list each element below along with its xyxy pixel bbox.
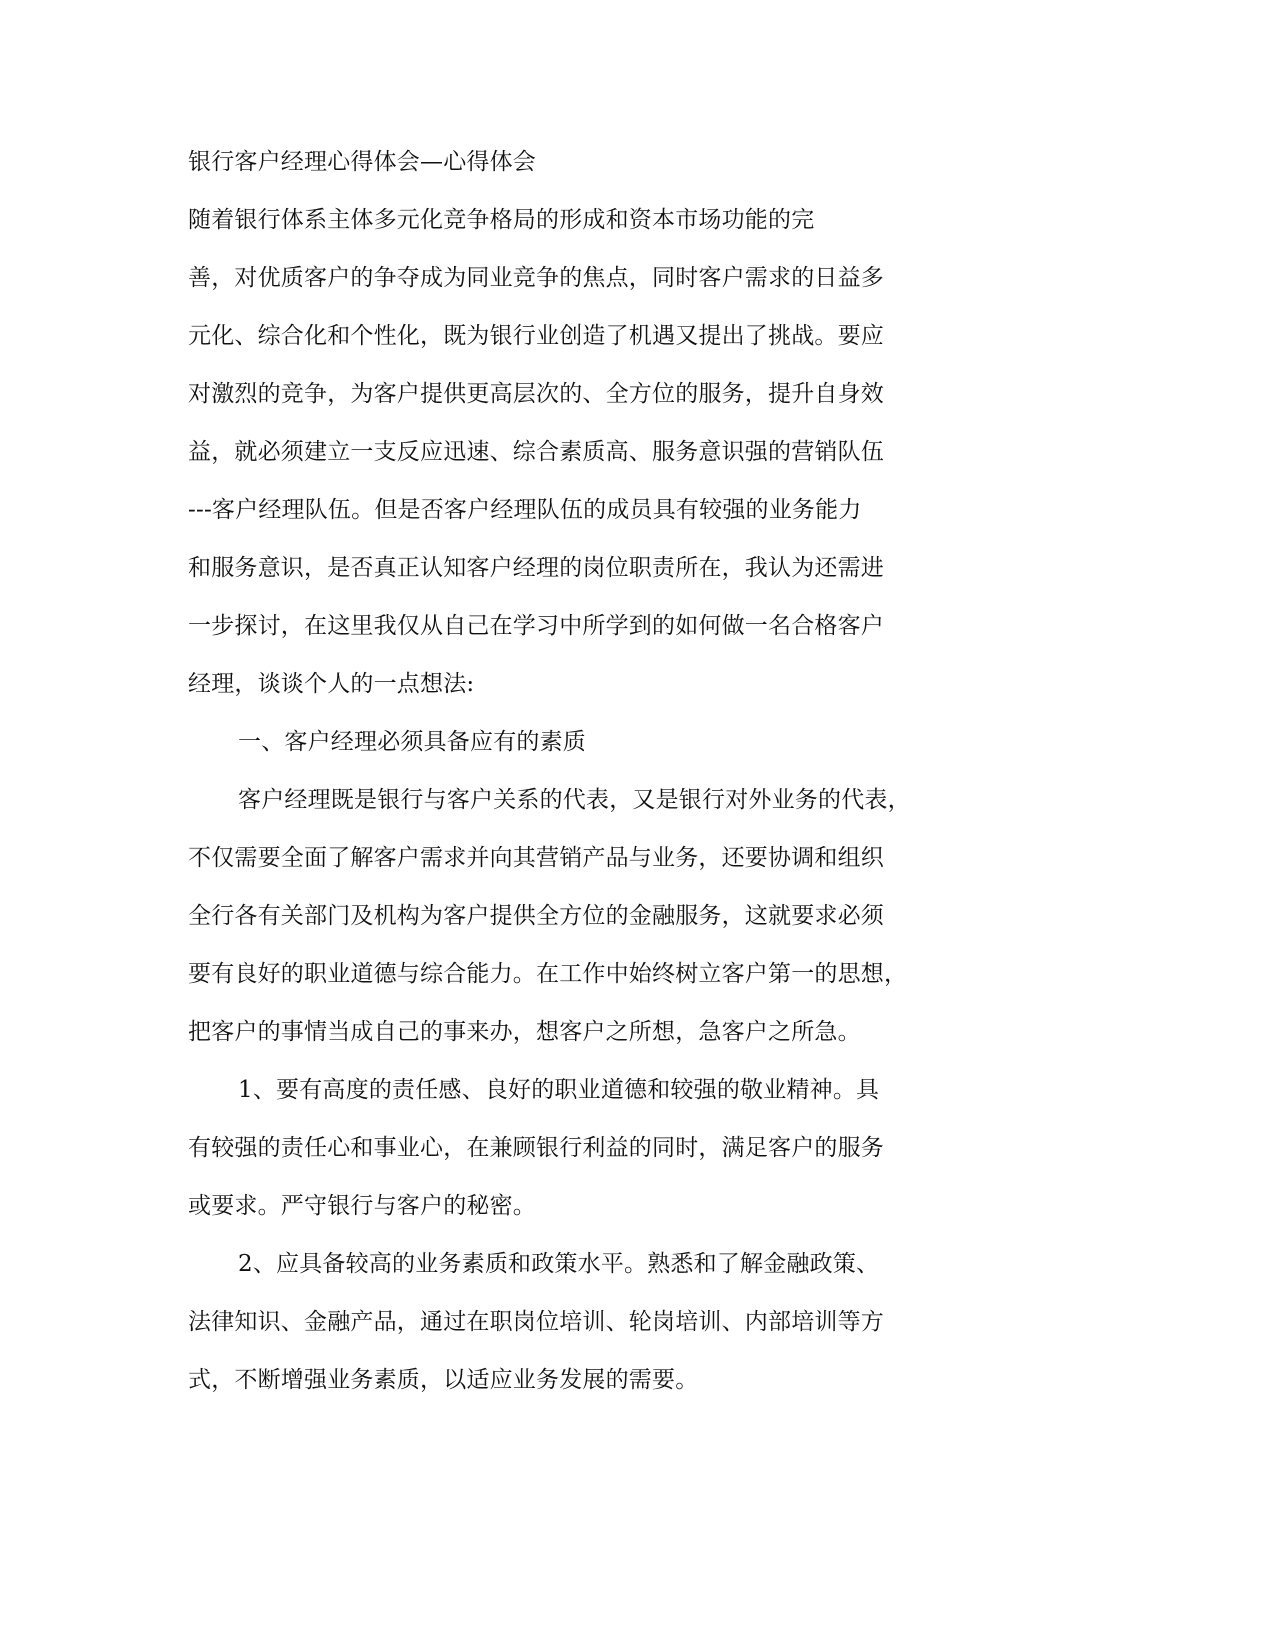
list-item-line: 2、应具备较高的业务素质和政策水平。熟悉和了解金融政策、	[238, 1251, 880, 1277]
paragraph-line: 随着银行体系主体多元化竞争格局的形成和资本市场功能的完	[188, 207, 815, 233]
document-title: 银行客户经理心得体会—心得体会	[188, 149, 536, 175]
paragraph-line: ---客户经理队伍。但是否客户经理队伍的成员具有较强的业务能力	[188, 497, 862, 523]
paragraph-line: 全行各有关部门及机构为客户提供全方位的金融服务，这就要求必须	[188, 903, 884, 929]
paragraph-line: 客户经理既是银行与客户关系的代表，又是银行对外业务的代表，	[238, 787, 911, 813]
paragraph-line: 有较强的责任心和事业心，在兼顾银行利益的同时，满足客户的服务	[188, 1135, 884, 1161]
paragraph-line: 元化、综合化和个性化，既为银行业创造了机遇又提出了挑战。要应	[188, 323, 884, 349]
paragraph-line: 法律知识、金融产品，通过在职岗位培训、轮岗培训、内部培训等方	[188, 1309, 884, 1335]
paragraph-line: 经理，谈谈个人的一点想法:	[188, 671, 475, 697]
paragraph-line: 或要求。严守银行与客户的秘密。	[188, 1193, 536, 1219]
section-heading: 一、客户经理必须具备应有的素质	[238, 729, 586, 755]
paragraph-line: 和服务意识，是否真正认知客户经理的岗位职责所在，我认为还需进	[188, 555, 884, 581]
paragraph-line: 把客户的事情当成自己的事来办，想客户之所想，急客户之所急。	[188, 1019, 861, 1045]
paragraph-line: 要有良好的职业道德与综合能力。在工作中始终树立客户第一的思想，	[188, 961, 908, 987]
paragraph-line: 善，对优质客户的争夺成为同业竞争的焦点，同时客户需求的日益多	[188, 265, 884, 291]
paragraph-line: 不仅需要全面了解客户需求并向其营销产品与业务，还要协调和组织	[188, 845, 884, 871]
paragraph-line: 一步探讨，在这里我仅从自己在学习中所学到的如何做一名合格客户	[188, 613, 884, 639]
list-item-line: 1、要有高度的责任感、良好的职业道德和较强的敬业精神。具	[238, 1077, 880, 1103]
paragraph-line: 对激烈的竞争，为客户提供更高层次的、全方位的服务，提升自身效	[188, 381, 884, 407]
paragraph-line: 益，就必须建立一支反应迅速、综合素质高、服务意识强的营销队伍	[188, 439, 884, 465]
paragraph-line: 式，不断增强业务素质，以适应业务发展的需要。	[188, 1367, 699, 1393]
